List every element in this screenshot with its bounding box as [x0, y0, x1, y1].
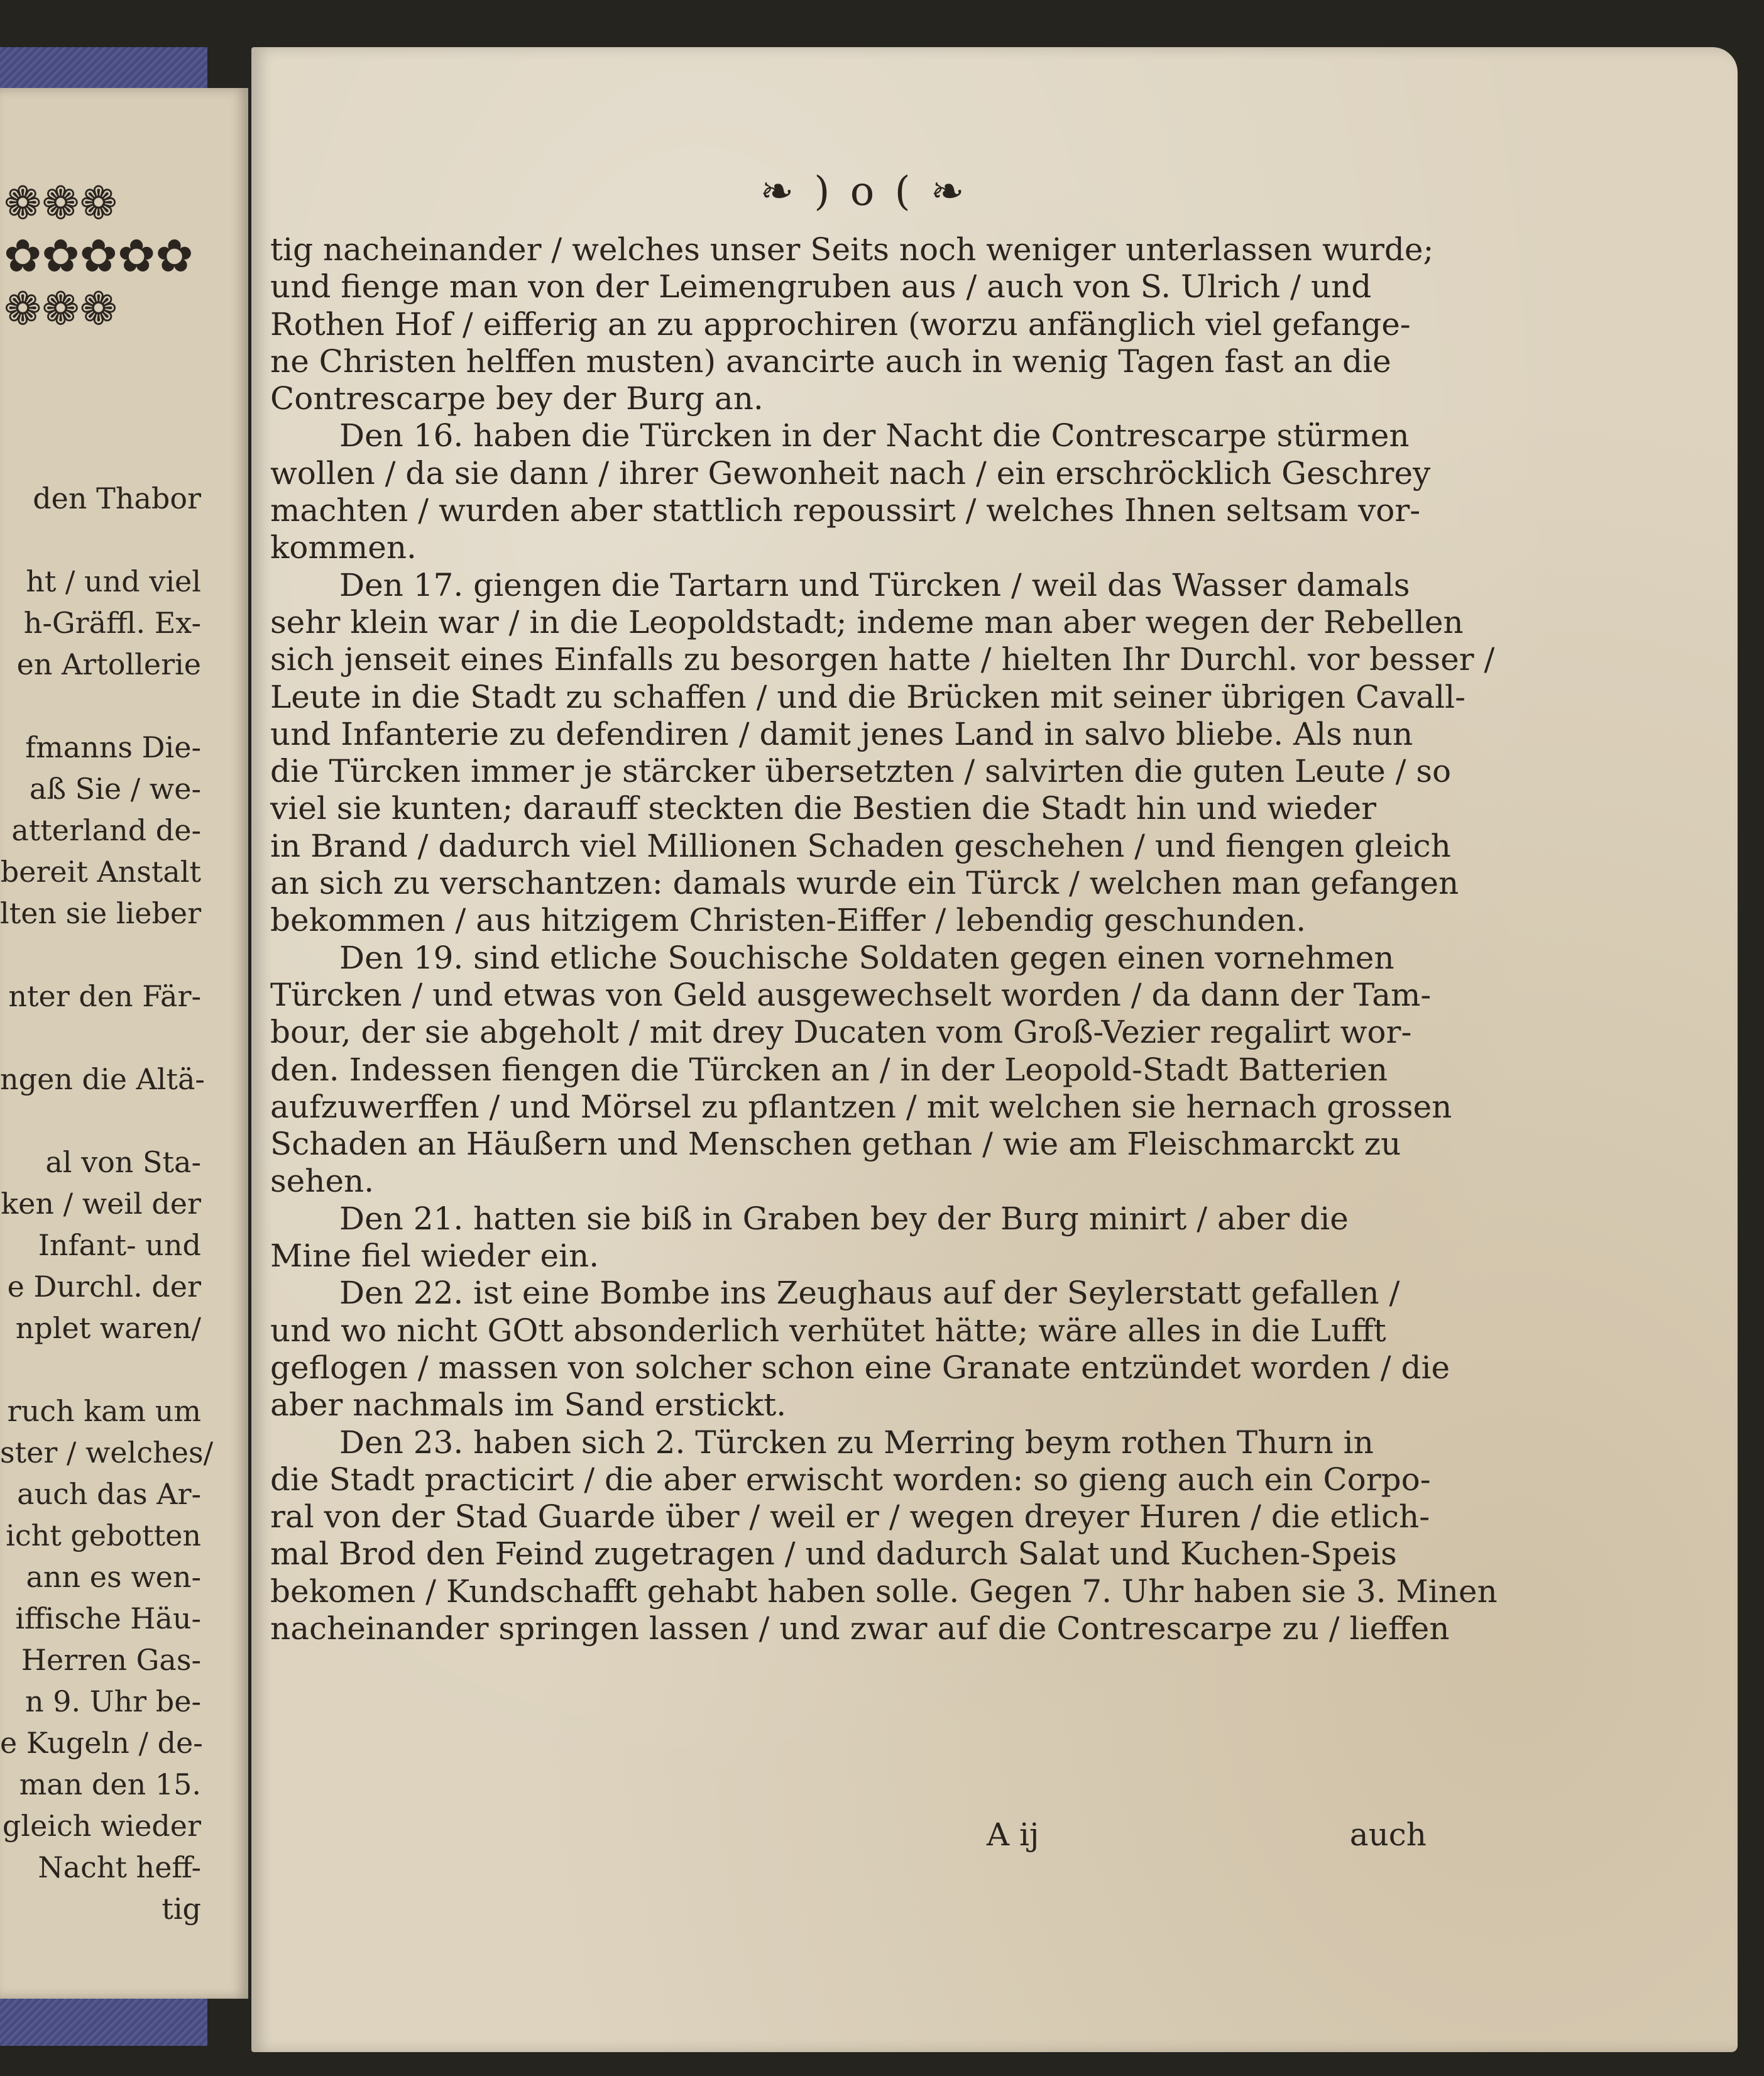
- left-page-line: aß Sie / we-: [29, 772, 201, 806]
- left-page-line: fmanns Die-: [25, 730, 201, 764]
- left-page-line: en Artollerie: [16, 647, 201, 681]
- text-line: Leute in die Stadt zu schaffen / und die Brücken mit seiner übrigen Cavall-: [270, 678, 1465, 715]
- left-page-line: e Kugeln / de-: [0, 1726, 203, 1760]
- left-page-line: iffische Häu-: [15, 1601, 201, 1635]
- left-page-line: ht / und viel: [26, 564, 201, 598]
- ornament-glyph: ❁❁❁: [4, 282, 118, 335]
- text-line: sich jenseit eines Einfalls zu besorgen hatte / hielten Ihr Durchl. vor besser /: [270, 641, 1495, 678]
- left-page-line: gleich wieder: [2, 1809, 201, 1843]
- left-page-line: Herren Gas-: [21, 1643, 201, 1677]
- left-page-line: n 9. Uhr be-: [25, 1684, 201, 1718]
- catchword: auch: [1349, 1816, 1427, 1853]
- left-page-line: [0, 1349, 201, 1390]
- left-page-line: ken / weil der: [1, 1187, 201, 1221]
- text-line: ne Christen helffen musten) avancirte auch in wenig Tagen fast an die: [270, 343, 1391, 380]
- text-line: in Brand / dadurch viel Millionen Schaden geschehen / und fiengen gleich: [270, 827, 1451, 864]
- text-line: tig nacheinander / welches unser Seits noch weniger unterlassen wurde;: [270, 231, 1434, 268]
- text-line: Den 17. giengen die Tartarn und Türcken / weil das Wasser damals: [339, 566, 1410, 603]
- left-page-line: [0, 685, 201, 727]
- left-page-line: [0, 934, 201, 975]
- text-line: nacheinander springen lassen / und zwar auf die Contrescarpe zu / lieffen: [270, 1610, 1450, 1647]
- text-line: machten / wurden aber stattlich repoussirt / welches Ihnen seltsam vor-: [270, 492, 1421, 529]
- left-page-line: tig: [162, 1892, 201, 1926]
- ornament-block: [0, 173, 214, 449]
- text-line: Den 23. haben sich 2. Türcken zu Merring beym rothen Thurn in: [339, 1424, 1374, 1461]
- left-page-line: auch das Ar-: [17, 1477, 201, 1511]
- left-page-line: lten sie lieber: [0, 896, 202, 930]
- text-line: die Türcken immer je stärcker übersetzten / salvirten die guten Leute / so: [270, 753, 1452, 790]
- text-line: viel sie kunten; darauff steckten die Bestien die Stadt hin und wieder: [270, 790, 1377, 827]
- left-page-line: atterland de-: [11, 813, 201, 847]
- text-line: sehr klein war / in die Leopoldstadt; indeme man aber wegen der Rebellen: [270, 603, 1464, 640]
- left-page-line: ngen die Altä-: [0, 1062, 205, 1096]
- left-page-line: nplet waren/: [15, 1311, 201, 1345]
- text-line: an sich zu verschantzen: damals wurde ein Türck / welchen man gefangen: [270, 865, 1459, 902]
- left-page-line: bereit Anstalt: [0, 855, 201, 889]
- ornament-glyph: ❁❁❁: [4, 177, 118, 229]
- text-line: den. Indessen fiengen die Türcken an / in der Leopold-Stadt Batterien: [270, 1051, 1388, 1088]
- left-page-line: ster / welches/: [0, 1436, 214, 1469]
- ornament-row: [4, 229, 214, 282]
- left-page-line: al von Sta-: [45, 1145, 201, 1179]
- text-line: Den 16. haben die Türcken in der Nacht die Contrescarpe stürmen: [339, 417, 1410, 454]
- text-line: und fienge man von der Leimengruben aus / auch von S. Ulrich / und: [270, 268, 1372, 305]
- text-line: bekommen / aus hitzigem Christen-Eiffer / lebendig geschunden.: [270, 902, 1307, 939]
- left-page: [0, 88, 248, 1999]
- main-text-block: [270, 231, 1498, 1647]
- text-line: Den 21. hatten sie biß in Graben bey der Burg minirt / aber die: [339, 1200, 1349, 1237]
- ornament-row: [4, 282, 214, 335]
- text-line: ral von der Stad Guarde über / weil er / wegen dreyer Huren / die etlich-: [270, 1498, 1430, 1535]
- left-page-line: man den 15.: [19, 1767, 201, 1801]
- text-line: geflogen / massen von solcher schon eine Granate entzündet worden / die: [270, 1349, 1450, 1386]
- left-page-line: ruch kam um: [7, 1394, 201, 1428]
- text-line: aufzuwerffen / und Mörsel zu pflantzen / mit welchen sie hernach grossen: [270, 1088, 1452, 1125]
- left-page-line: icht gebotten: [6, 1519, 201, 1552]
- text-line: bour, der sie abgeholt / mit drey Ducaten vom Groß-Vezier regalirt wor-: [270, 1014, 1412, 1051]
- ornament-row: [4, 177, 214, 229]
- text-line: Schaden an Häußern und Menschen gethan / wie am Fleischmarckt zu: [270, 1126, 1401, 1163]
- left-page-text: [0, 478, 214, 1930]
- text-line: mal Brod den Feind zugetragen / und dadurch Salat und Kuchen-Speis: [270, 1535, 1397, 1573]
- text-line: wollen / da sie dann / ihrer Gewonheit nach / ein erschröcklich Geschrey: [270, 454, 1431, 492]
- signature-mark: A ij: [987, 1816, 1039, 1853]
- left-page-line: [0, 1100, 201, 1141]
- text-line: kommen.: [270, 529, 417, 566]
- text-line: sehen.: [270, 1163, 375, 1200]
- left-page-line: Nacht heff-: [38, 1850, 201, 1884]
- left-page-line: h-Gräffl. Ex-: [23, 606, 201, 640]
- text-line: Türcken / und etwas von Geld ausgewechselt worden / da dann der Tam-: [270, 976, 1432, 1013]
- page-footer: [270, 1816, 1427, 1854]
- text-line: und Infanterie zu defendiren / damit jenes Land in salvo bliebe. Als nun: [270, 715, 1413, 752]
- left-page-line: [0, 1017, 201, 1058]
- ornament-glyph: ✿✿✿✿✿: [4, 229, 194, 282]
- text-line: Contrescarpe bey der Burg an.: [270, 380, 764, 417]
- text-line: Rothen Hof / eifferig an zu approchiren (worzu anfänglich viel gefange-: [270, 305, 1411, 343]
- left-page-line: [0, 519, 201, 561]
- text-line: bekomen / Kundschafft gehabt haben solle. Gegen 7. Uhr haben sie 3. Minen: [270, 1573, 1498, 1610]
- text-line: und wo nicht GOtt absonderlich verhütet hätte; wäre alles in die Lufft: [270, 1312, 1386, 1349]
- left-page-line: den Thabor: [33, 481, 201, 515]
- left-page-line: Infant- und: [38, 1228, 201, 1262]
- left-page-line: ann es wen-: [26, 1560, 201, 1594]
- text-line: Mine fiel wieder ein.: [270, 1238, 600, 1275]
- text-line: Den 22. ist eine Bombe ins Zeughaus auf der Seylerstatt gefallen /: [339, 1275, 1400, 1312]
- text-line: Den 19. sind etliche Souchische Soldaten gegen einen vornehmen: [339, 939, 1394, 976]
- left-page-line: nter den Fär-: [8, 979, 201, 1013]
- page-header-ornament: ❧ ) o ( ❧: [760, 168, 968, 215]
- left-page-line: e Durchl. der: [7, 1270, 201, 1304]
- text-line: die Stadt practicirt / die aber erwischt worden: so gieng auch ein Corpo-: [270, 1461, 1431, 1498]
- text-line: aber nachmals im Sand erstickt.: [270, 1387, 787, 1424]
